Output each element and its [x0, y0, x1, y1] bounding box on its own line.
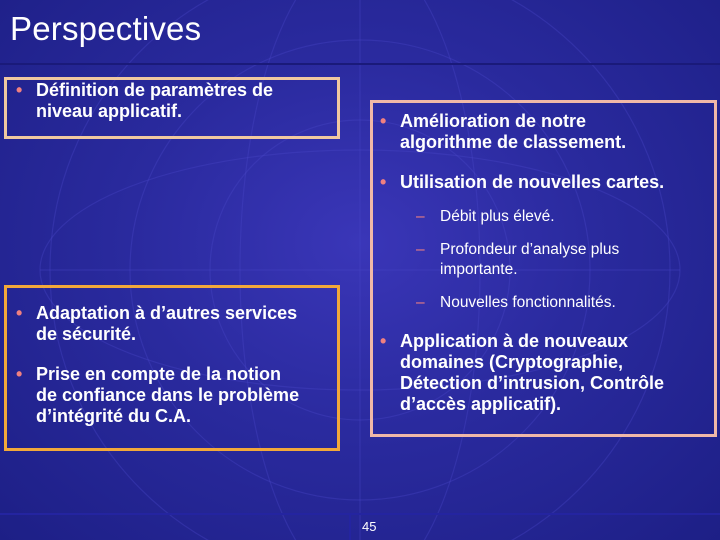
- bullet-line: Application à de nouveaux: [400, 331, 629, 351]
- title-divider: [0, 63, 720, 65]
- bullet-marker: •: [16, 364, 23, 384]
- sub-bullet-higher-throughput: [416, 207, 555, 227]
- bullet-line: Définition de paramètres de: [36, 80, 274, 100]
- bullet-line: Prise en compte de la notion: [36, 364, 282, 384]
- bullet-line: d’accès applicatif).: [400, 394, 562, 414]
- sub-bullet-line: Profondeur d’analyse plus: [440, 241, 620, 258]
- sub-bullet-new-features: [416, 293, 616, 313]
- bullet-line: de confiance dans le problème: [36, 385, 300, 405]
- bullet-new-domains: [380, 331, 664, 415]
- bullet-trust-notion: [16, 364, 300, 427]
- bullet-marker: •: [380, 111, 387, 131]
- footer-separator: [349, 513, 351, 540]
- bullet-line: domaines (Cryptographie,: [400, 352, 624, 372]
- sub-bullet-line: importante.: [440, 261, 518, 278]
- sub-bullet-marker: –: [416, 208, 425, 225]
- bullet-line: Détection d’intrusion, Contrôle: [400, 373, 664, 393]
- sub-bullet-marker: –: [416, 241, 425, 258]
- page-number: 45: [362, 519, 377, 534]
- bullet-marker: •: [16, 80, 23, 100]
- bullet-parameter-definition: [16, 80, 274, 122]
- bullet-line: algorithme de classement.: [400, 132, 627, 152]
- bullet-line: Amélioration de notre: [400, 111, 587, 131]
- footer-divider: [0, 513, 720, 515]
- sub-bullet-analysis-depth: [416, 240, 620, 280]
- bullet-marker: •: [380, 331, 387, 351]
- bullet-line: Utilisation de nouvelles cartes.: [400, 172, 665, 192]
- bullet-new-cards: [380, 172, 665, 193]
- bullet-marker: •: [16, 303, 23, 323]
- bullet-line: Adaptation à d’autres services: [36, 303, 298, 323]
- bullet-other-security-services: [16, 303, 298, 345]
- bullet-line: niveau applicatif.: [36, 101, 183, 121]
- bullet-line: de sécurité.: [36, 324, 137, 344]
- sub-bullet-line: Nouvelles fonctionnalités.: [440, 294, 616, 311]
- sub-bullet-marker: –: [416, 294, 425, 311]
- bullet-line: d’intégrité du C.A.: [36, 406, 191, 426]
- bullet-algorithm-improvement: [380, 111, 627, 153]
- slide-title: Perspectives: [10, 10, 202, 47]
- sub-bullet-line: Débit plus élevé.: [440, 208, 555, 225]
- bullet-marker: •: [380, 172, 387, 192]
